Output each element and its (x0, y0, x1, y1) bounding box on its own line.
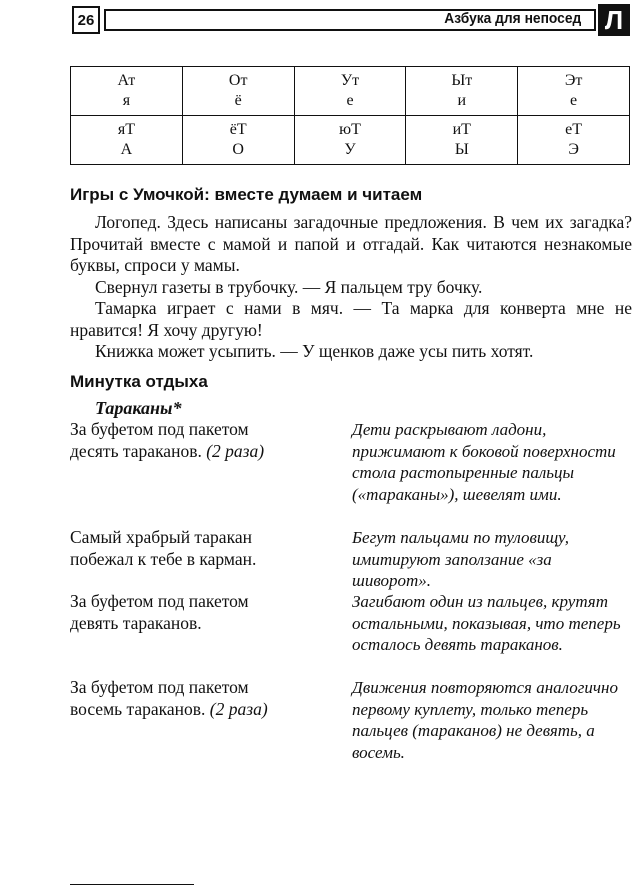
table-cell: иТ Ы (406, 116, 518, 165)
footnote-rule (70, 884, 194, 885)
page-header (72, 6, 630, 36)
stanza-text: За буфетом под пакетом девять тараканов. (70, 591, 249, 633)
stanza-text: За буфетом под пакетом десять тараканов. (2 раза) (70, 419, 265, 461)
section-body (70, 212, 632, 363)
running-title: Азбука для непосед (444, 10, 582, 27)
letter-tab: Л (598, 4, 630, 36)
table-cell: яТ А (71, 116, 183, 165)
poem-title: Тараканы* (95, 398, 182, 418)
table-cell: От ё (182, 67, 294, 116)
stanza-text: Самый храбрый таракан побежал к тебе в карман. (70, 527, 257, 569)
stanza-action: Загибают один из пальцев, крутят остальными, показывая, что теперь осталось девять тараканов. (352, 592, 621, 654)
stanza-action: Движения повторяются аналогично первому куплету, только теперь пальцев (тараканов) не девять, а восемь. (352, 678, 618, 762)
stanza-action: Бегут пальцами по туловищу, имитируют заползание «за шиворот». (352, 528, 569, 590)
table-cell: Ыт и (406, 67, 518, 116)
paragraph: Тамарка играет с нами в мяч. — Та марка для конверта мне не нравится! Я хочу другую! (70, 298, 632, 340)
stanza-text: За буфетом под пакетом восемь тараканов. (2 раза) (70, 677, 268, 719)
stanza-action: Дети раскрывают ладони, прижимают к боковой поверхности стола растопыренные пальцы («тараканы»), шевелят ими. (352, 420, 616, 504)
table-cell: юТ У (294, 116, 406, 165)
syllable-table (70, 66, 630, 165)
paragraph: Свернул газеты в трубочку. — Я пальцем тру бочку. (95, 276, 483, 297)
table-cell: Ут е (294, 67, 406, 116)
section-heading: Минутка отдыха (70, 372, 208, 391)
table-cell: Эт е (518, 67, 630, 116)
page-number: 26 (72, 6, 100, 34)
paragraph: Логопед. Здесь написаны загадочные предложения. В чем их загадка? Прочитай вместе с мамой и папой и отгадай. Как читаются незнакомые буквы, спроси у мамы. (70, 212, 632, 275)
section-heading: Игры с Умочкой: вместе думаем и читаем (70, 185, 423, 204)
table-cell: ёТ О (182, 116, 294, 165)
table-cell: еТ Э (518, 116, 630, 165)
table-row (71, 67, 630, 116)
table-cell: Ат я (71, 67, 183, 116)
paragraph: Книжка может усыпить. — У щенков даже усы пить хотят. (95, 341, 534, 361)
table-row (71, 116, 630, 165)
